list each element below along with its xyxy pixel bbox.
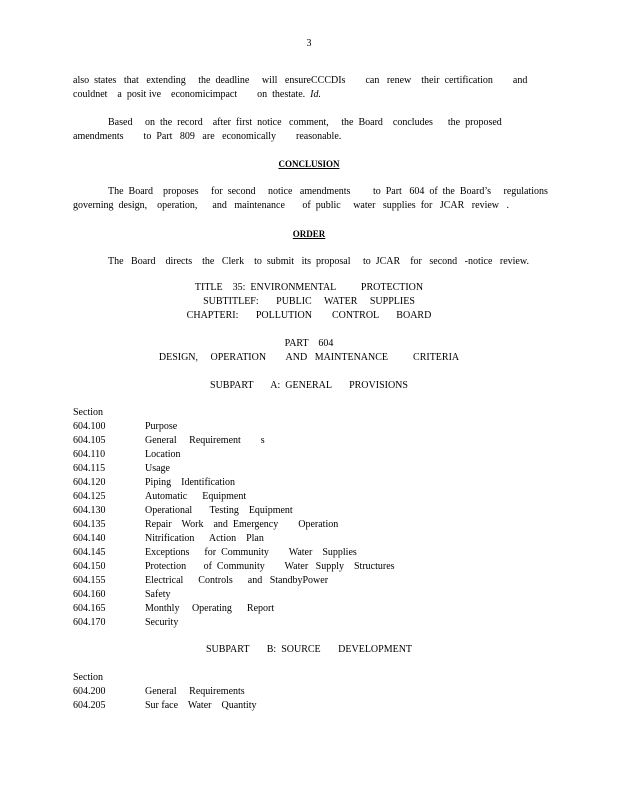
- section-title: Automatic Equipment: [145, 491, 247, 502]
- section-number: 604.150: [73, 561, 106, 572]
- section-number: 604.130: [73, 505, 106, 516]
- section-title: Sur face Water Quantity: [145, 700, 257, 711]
- subtitle-line: SUBTITLEF: PUBLIC WATER SUPPLIES: [203, 296, 415, 307]
- order-text: The Board directs the Clerk to submit its proposal to JCAR for second -notice review.: [108, 256, 529, 267]
- order-heading: ORDER: [292, 229, 326, 239]
- section-title: Repair Work and Emergency Operation: [145, 519, 339, 530]
- section-title: Electrical Controls and StandbyPower: [145, 575, 329, 586]
- title-line: TITLE 35: ENVIRONMENTAL PROTECTION: [194, 282, 424, 293]
- section-number: 604.140: [73, 533, 106, 544]
- paragraph-3-line-2: governing design, operation, and maintenance of public water supplies for JCAR review .: [73, 200, 510, 211]
- section-title: Exceptions for Community Water Supplies: [145, 547, 357, 558]
- section-title: Security: [145, 617, 179, 628]
- chapter-line: CHAPTERI: POLLUTION CONTROL BOARD: [186, 310, 432, 321]
- section-number: 604.165: [73, 603, 106, 614]
- section-title: Monthly Operating Report: [145, 603, 275, 614]
- page-number: 3: [306, 38, 312, 49]
- section-title: Protection of Community Water Supply Structures: [145, 561, 395, 572]
- section-number: 604.125: [73, 491, 106, 502]
- part-title: DESIGN, OPERATION AND MAINTENANCE CRITERIA: [158, 352, 460, 363]
- paragraph-1-line-2: [73, 88, 321, 102]
- paragraph-1-line-1: also states that extending the deadline will ensureCCCDIs can renew their certification and: [73, 75, 528, 86]
- section-number: 604.145: [73, 547, 106, 558]
- paragraph-2-line-2: amendments to Part 809 are economically reasonable.: [73, 131, 342, 142]
- section-title: General Requirement s: [145, 435, 265, 446]
- section-number: 604.205: [73, 700, 106, 711]
- section-title: General Requirements: [145, 686, 245, 697]
- section-title: Usage: [145, 463, 170, 474]
- citation-id: Id.: [310, 89, 322, 100]
- section-title: Safety: [145, 589, 171, 600]
- part-heading: PART 604: [284, 338, 334, 349]
- section-number: 604.170: [73, 617, 106, 628]
- section-title: Piping Identification: [145, 477, 235, 488]
- section-title: Nitrification Action Plan: [145, 533, 264, 544]
- paragraph-3-line-1: The Board proposes for second notice amendments to Part 604 of the Board’s regulations: [108, 186, 548, 197]
- section-number: 604.115: [73, 463, 106, 474]
- section-label-a: Section: [73, 407, 103, 418]
- section-number: 604.105: [73, 435, 106, 446]
- section-number: 604.155: [73, 575, 106, 586]
- section-number: 604.160: [73, 589, 106, 600]
- section-number: 604.100: [73, 421, 106, 432]
- paragraph-1-line-2-text: couldnet a posit ive economicimpact on thestate.: [73, 89, 311, 100]
- section-title: Purpose: [145, 421, 178, 432]
- section-number: 604.120: [73, 477, 106, 488]
- paragraph-2-line-1: Based on the record after first notice comment, the Board concludes the proposed: [108, 117, 502, 128]
- section-number: 604.110: [73, 449, 106, 460]
- subpart-a-heading: SUBPART A: GENERAL PROVISIONS: [210, 380, 408, 391]
- section-label-b: Section: [73, 672, 103, 683]
- conclusion-heading: CONCLUSION: [278, 159, 340, 169]
- section-title: Operational Testing Equipment: [145, 505, 293, 516]
- subpart-b-heading: SUBPART B: SOURCE DEVELOPMENT: [205, 644, 413, 655]
- section-number: 604.135: [73, 519, 106, 530]
- section-title: Location: [145, 449, 181, 460]
- section-number: 604.200: [73, 686, 106, 697]
